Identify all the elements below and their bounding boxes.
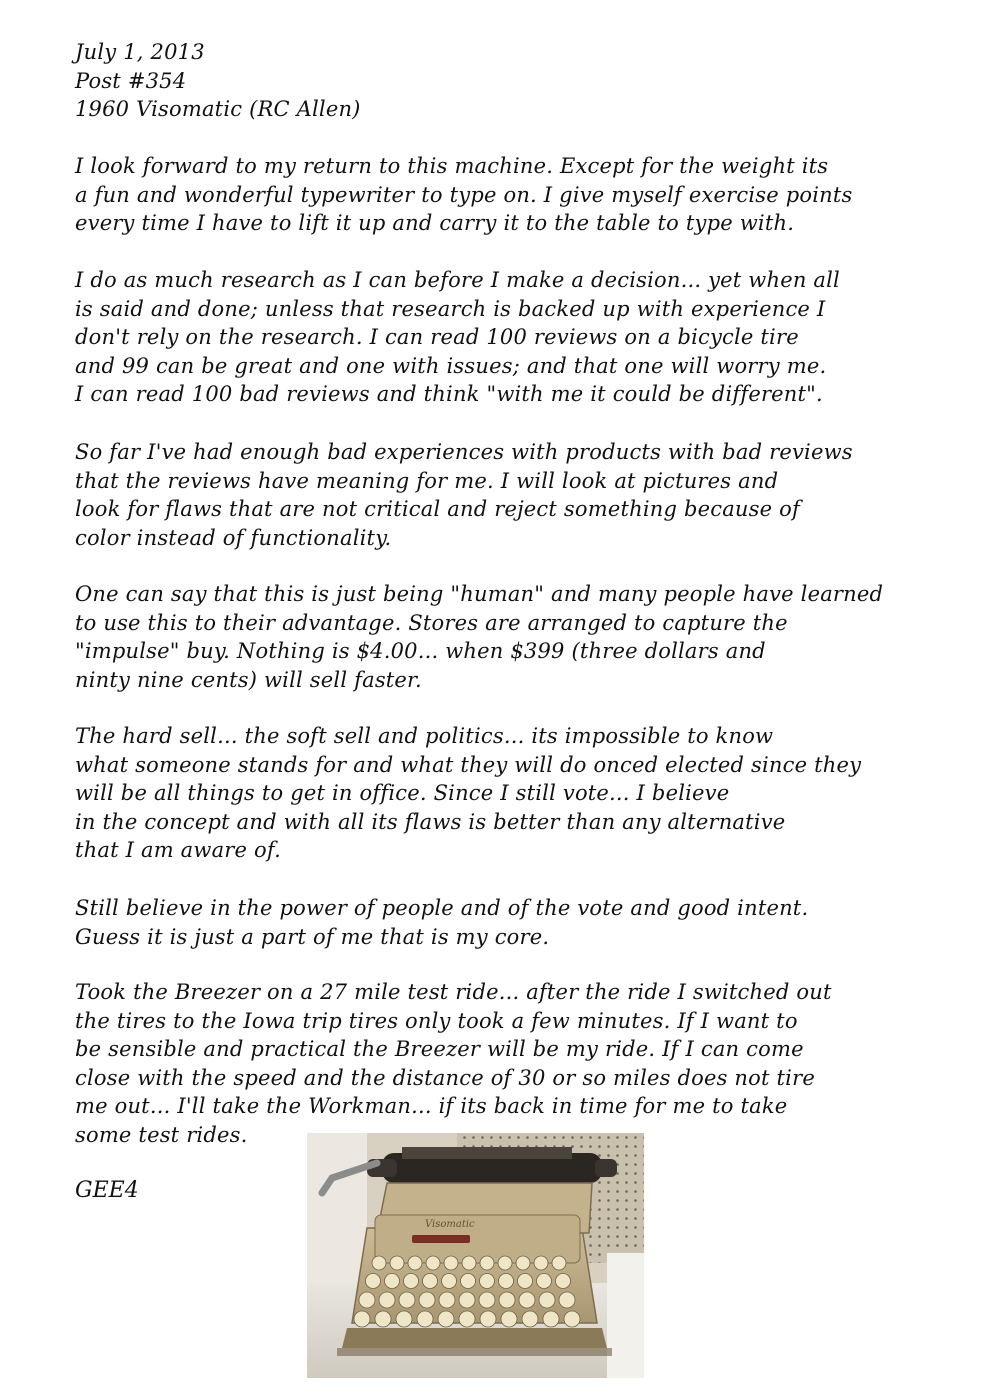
text-line: close with the speed and the distance of 30 or so miles does not tire <box>75 1065 815 1090</box>
text-line: "impulse" buy. Nothing is $4.00... when $399 (three dollars and <box>75 639 766 664</box>
text-line: what someone stands for and what they will do onced elected since they <box>75 752 862 777</box>
letter-header <box>75 38 361 124</box>
typewriter-photo <box>307 1133 644 1378</box>
text-line: to use this to their advantage. Stores are arranged to capture the <box>75 610 788 635</box>
text-line: One can say that this is just being "human" and many people have learned <box>75 582 884 606</box>
brand-badge: Visomatic <box>425 1219 475 1230</box>
text-line: I can read 100 bad reviews and think "with me it could be different". <box>75 382 823 407</box>
text-line: will be all things to get in office. Since I still vote... I believe <box>75 781 730 806</box>
text-line: So far I've had enough bad experiences with products with bad reviews <box>75 440 853 464</box>
text-line: I do as much research as I can before I make a decision... yet when all <box>75 268 840 292</box>
text-line: be sensible and practical the Breezer will be my ride. If I can come <box>75 1037 804 1062</box>
text-line: Still believe in the power of people and of the vote and good intent. <box>75 896 809 920</box>
text-line: that I am aware of. <box>75 838 281 863</box>
text-line: look for flaws that are not critical and reject something because of <box>75 497 800 522</box>
text-line: I look forward to my return to this machine. Except for the weight its <box>75 154 829 178</box>
text-line: color instead of functionality. <box>75 525 392 550</box>
typewriter-illustration <box>307 1133 644 1378</box>
paragraph-5 <box>75 722 945 865</box>
text-line: and 99 can be great and one with issues; and that one will worry me. <box>75 353 827 378</box>
text-line: Took the Breezer on a 27 mile test ride... after the ride I switched out <box>75 980 832 1004</box>
letter-date: July 1, 2013 <box>75 40 205 64</box>
text-line: in the concept and with all its flaws is better than any alternative <box>75 809 786 834</box>
paragraph-3 <box>75 438 945 552</box>
text-line: the tires to the Iowa trip tires only took a few minutes. If I want to <box>75 1008 798 1033</box>
text-line: every time I have to lift it up and carry it to the table to type with. <box>75 211 795 236</box>
text-line: is said and done; unless that research is backed up with experience I <box>75 296 826 321</box>
machine-name: 1960 Visomatic (RC Allen) <box>75 97 361 122</box>
paragraph-7 <box>75 978 945 1150</box>
text-line: The hard sell... the soft sell and politics... its impossible to know <box>75 724 774 748</box>
paragraph-2 <box>75 266 945 409</box>
text-line: ninty nine cents) will sell faster. <box>75 667 422 692</box>
post-number: Post #354 <box>75 68 187 93</box>
text-line: that the reviews have meaning for me. I will look at pictures and <box>75 468 779 493</box>
paragraph-1 <box>75 152 945 238</box>
text-line: me out... I'll take the Workman... if its back in time for me to take <box>75 1094 788 1119</box>
text-line: Guess it is just a part of me that is my core. <box>75 924 550 949</box>
text-line: a fun and wonderful typewriter to type on. I give myself exercise points <box>75 182 853 207</box>
text-line: don't rely on the research. I can read 100 reviews on a bicycle tire <box>75 325 799 350</box>
paragraph-4 <box>75 580 945 694</box>
signature: GEE4 <box>75 1178 139 1203</box>
paragraph-6 <box>75 894 945 951</box>
text-line: some test rides. <box>75 1122 248 1147</box>
